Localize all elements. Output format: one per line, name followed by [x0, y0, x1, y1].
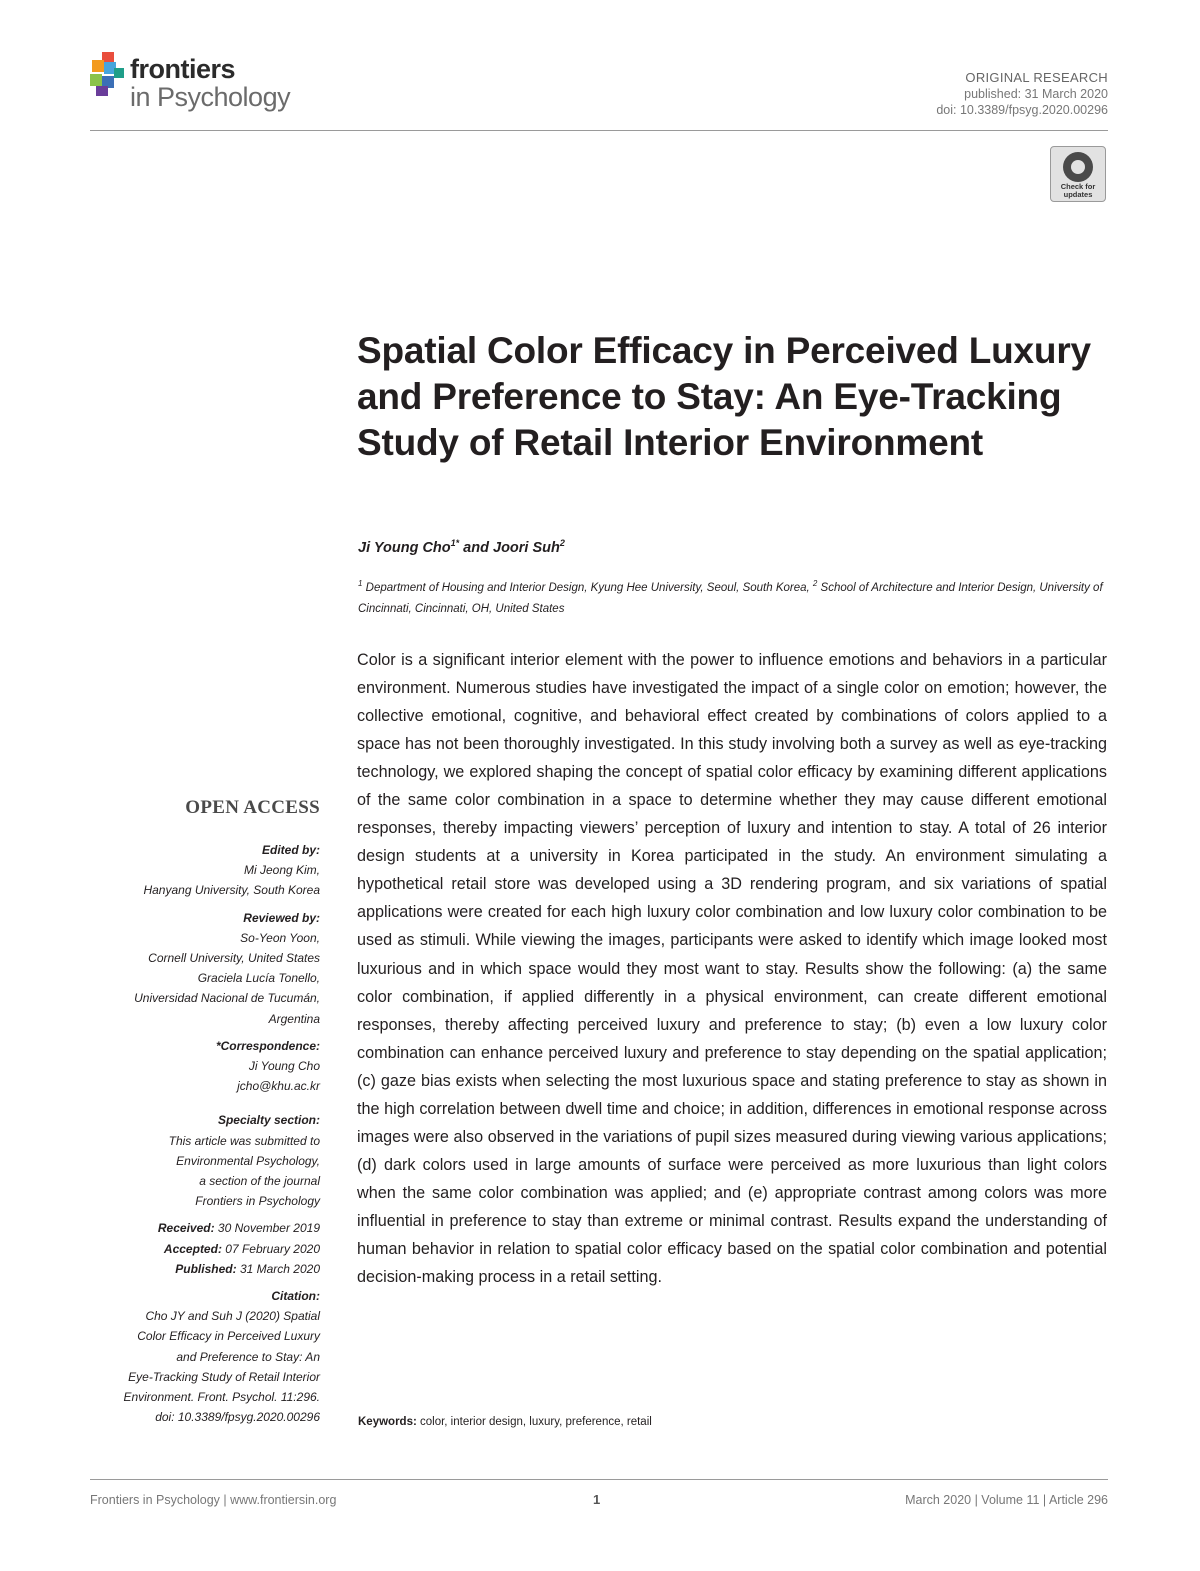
reviewer-affiliation: Cornell University, United States — [148, 951, 320, 966]
published-date-sidebar: Published: 31 March 2020 — [175, 1261, 320, 1276]
affiliation-marker: 2 — [812, 579, 818, 588]
citation-text: Eye-Tracking Study of Retail Interior — [128, 1369, 320, 1384]
received-date: Received: 30 November 2019 — [157, 1221, 320, 1236]
authors — [358, 538, 565, 556]
citation-doi[interactable]: doi: 10.3389/fpsyg.2020.00296 — [155, 1410, 320, 1425]
reviewer-affiliation: Universidad Nacional de Tucumán, — [134, 991, 320, 1006]
page-number: 1 — [593, 1492, 601, 1507]
accepted-label: Accepted: — [163, 1241, 222, 1256]
reviewer-name[interactable]: So-Yeon Yoon, — [240, 930, 320, 945]
specialty-text: Frontiers in Psychology — [195, 1194, 320, 1209]
header-meta — [936, 70, 1108, 118]
author-name[interactable]: Ji Young Cho — [358, 539, 451, 556]
author-name[interactable]: Joori Suh — [493, 539, 560, 556]
citation-label: Citation: — [271, 1289, 320, 1304]
reviewed-by-label: Reviewed by: — [243, 910, 320, 925]
author-marker: 2 — [559, 538, 565, 548]
footer-divider — [90, 1479, 1108, 1480]
correspondence-email[interactable]: jcho@khu.ac.kr — [237, 1079, 320, 1094]
header-divider — [90, 130, 1108, 131]
abstract: Color is a significant interior element with the power to influence emotions and behaviors in a particular environment. Numerous studies have investigated the impact of a single color on emotion; however, the collective emotional, cognitive, and behavioral effect created by combinations of colors applied to a space has not been thoroughly investigated. In this study involving both a survey as well as eye-tracking technology, we explored shaping the concept of spatial color efficacy by examining different applications of the same color combination in a space to determine whether they may cause different emotional responses, thereby impacting viewers’ perception of luxury and intention to stay. A total of 26 interior design students at a university in Korea participated in the study. An environment simulating a hypothetical retail store was developed using a 3D rendering program, and six variations of spatial applications were created for each high luxury color combination and low luxury color combination to be used as stimuli. While viewing the images, participants were asked to identify which image looked most luxurious and in which space would they most want to stay. Results show the following: (a) the same color combination, if applied differently in a physical environment, can create different emotional responses, thereby affecting perceived luxury and preference to stay; (b) even a low luxury color combination can enhance perceived luxury and preference to stay depending on the spatial application; (c) gaze bias exists when selecting the most luxurious space and stating preference to stay as shown in the high correlation between dwell time and choice; in addition, differences in emotional response across images were also observed in the variations of pupil sizes measured during viewing various applications; (d) dark colors used in large amounts of surface were perceived as more luxurious than light colors when the same color combination was applied; and (e) appropriate contrast among colors was more influential in preference to stay than extreme or minimal contrast. Results expand the understanding of human behavior in relation to spatial color efficacy based on the spatial color combination and potential decision-making process in a retail setting. — [357, 651, 1107, 1287]
editor-affiliation: Hanyang University, South Korea — [143, 883, 320, 898]
published-date: published: 31 March 2020 — [964, 87, 1108, 101]
reviewer-name[interactable]: Graciela Lucía Tonello, — [197, 971, 320, 986]
received-label: Received: — [157, 1221, 215, 1236]
check-for-updates-badge[interactable] — [1050, 146, 1106, 202]
doi[interactable]: doi: 10.3389/fpsyg.2020.00296 — [936, 103, 1108, 117]
edited-by-label: Edited by: — [261, 843, 320, 857]
citation-text: Cho JY and Suh J (2020) Spatial — [145, 1309, 320, 1324]
specialty-text: a section of the journal — [199, 1174, 320, 1189]
published-label: Published: — [175, 1261, 237, 1276]
footer-issue-info: March 2020 | Volume 11 | Article 296 — [905, 1493, 1108, 1507]
correspondence-label: *Correspondence: — [215, 1038, 320, 1053]
article-type: ORIGINAL RESEARCH — [965, 70, 1108, 85]
author-joiner: and — [459, 539, 493, 556]
crossmark-icon — [1063, 152, 1093, 182]
correspondence-name: Ji Young Cho — [248, 1059, 320, 1074]
keywords-label: Keywords: — [358, 1416, 417, 1428]
citation-text: Environment. Front. Psychol. 11:296. — [123, 1390, 320, 1405]
affiliation-marker: 1 — [358, 579, 363, 588]
footer-journal-link[interactable]: Frontiers in Psychology | www.frontiersin.org — [90, 1493, 337, 1507]
affiliation-text: Department of Housing and Interior Design, Kyung Hee University, Seoul, South Korea, — [362, 581, 813, 594]
specialty-text: This article was submitted to — [168, 1133, 320, 1148]
affiliation-text: School of Architecture and Interior Design, University of Cincinnati, Cincinnati, OH, United States — [358, 581, 1103, 615]
editor-name[interactable]: Mi Jeong Kim, — [243, 863, 320, 878]
citation-text: Color Efficacy in Perceived Luxury — [137, 1329, 320, 1344]
author-marker: 1* — [450, 538, 460, 548]
journal-brand-line2: in Psychology — [130, 82, 291, 112]
open-access-label: OPEN ACCESS — [185, 797, 320, 818]
journal-brand-line1: frontiers — [130, 54, 236, 84]
reviewer-affiliation: Argentina — [268, 1011, 320, 1026]
specialty-text: Environmental Psychology, — [176, 1153, 320, 1168]
affiliations — [358, 573, 1108, 620]
article-title: Spatial Color Efficacy in Perceived Luxury and Preference to Stay: An Eye-Tracking Study of Retail Interior Environment — [357, 330, 1091, 463]
crossmark-label: Check for updates — [1060, 182, 1096, 199]
article-info-sidebar — [100, 840, 320, 1427]
citation-text: and Preference to Stay: An — [176, 1349, 320, 1364]
frontiers-logo-icon — [88, 50, 128, 98]
keywords-list: color, interior design, luxury, preference, retail — [416, 1416, 652, 1428]
accepted-date: Accepted: 07 February 2020 — [163, 1241, 320, 1256]
keywords — [358, 1416, 652, 1428]
specialty-section-label: Specialty section: — [217, 1113, 320, 1128]
journal-logo — [88, 50, 318, 130]
